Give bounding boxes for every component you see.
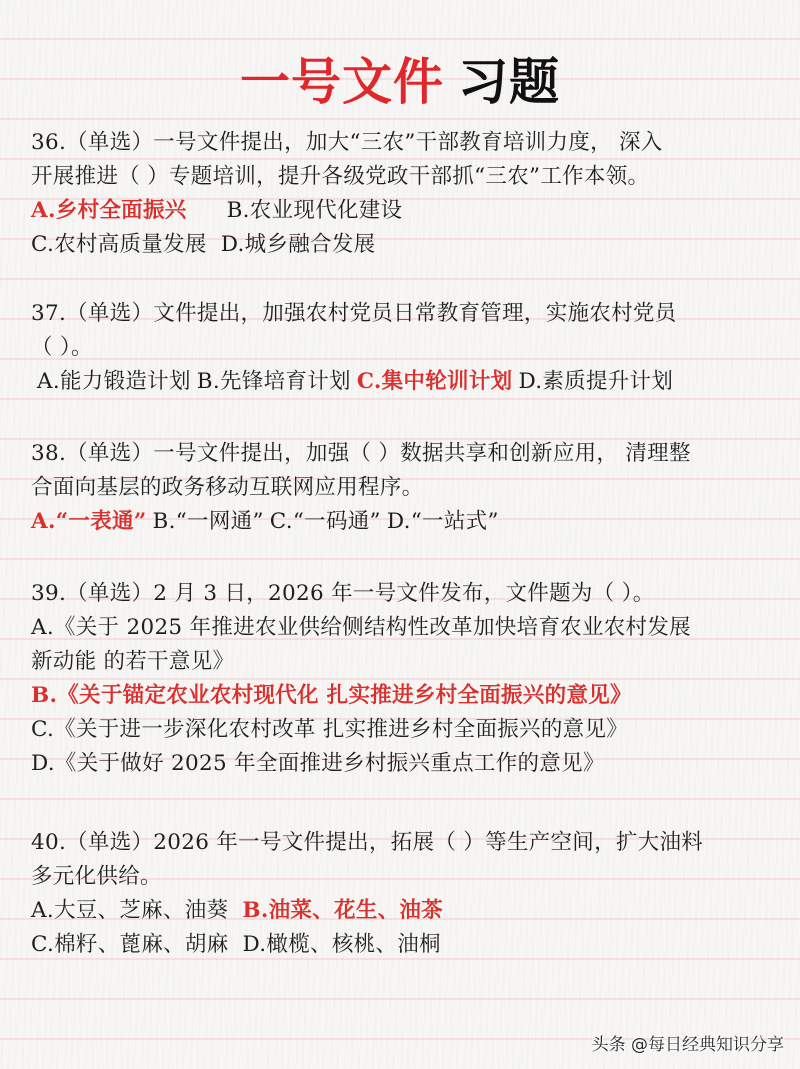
option-c: C.“一码通” — [269, 509, 381, 534]
options-row — [31, 894, 776, 928]
question-text-line: 开展推进（ ）专题培训，提升各级党政干部抓“三农”工作本领。 — [31, 164, 650, 189]
title-red-part: 一号文件 — [240, 53, 444, 111]
option-b: B.农业现代化建设 — [226, 198, 403, 223]
question-36 — [31, 126, 776, 262]
option-b-correct: B.《关于锚定农业农村现代化 扎实推进乡村全面振兴的意见》 — [31, 683, 632, 708]
option-d: D.“一站式” — [386, 509, 499, 534]
option-d: D.橄榄、核桃、油桐 — [242, 932, 441, 957]
option-c: C.棉籽、蓖麻、胡麻 — [31, 932, 229, 957]
title-black-part: 习题 — [458, 53, 560, 111]
option-a: A.大豆、芝麻、油葵 — [31, 898, 229, 923]
option-a-continuation: 新动能 的若干意见》 — [31, 649, 235, 674]
question-text-line: 38.（单选）一号文件提出，加强（ ）数据共享和创新应用， 清理整 — [31, 441, 691, 466]
option-a-correct: A.乡村全面振兴 — [31, 198, 187, 223]
question-text-line: 多元化供给。 — [31, 864, 162, 889]
option-c-correct: C.集中轮训计划 — [356, 369, 513, 394]
question-text-line: 40.（单选）2026 年一号文件提出，拓展（ ）等生产空间，扩大油料 — [31, 830, 704, 855]
option-d: D.《关于做好 2025 年全面推进乡村振兴重点工作的意见》 — [31, 751, 605, 776]
option-d: D.城乡融合发展 — [220, 232, 376, 257]
question-text-line: 合面向基层的政务移动互联网应用程序。 — [31, 475, 424, 500]
option-a-correct: A.“一表通” — [31, 509, 147, 534]
page-title — [0, 52, 800, 112]
option-a: A.《关于 2025 年推进农业供给侧结构性改革加快培育农业农村发展 — [31, 615, 691, 640]
question-38 — [31, 437, 776, 539]
watermark: 头条 @每日经典知识分享 — [591, 1035, 784, 1055]
question-text-line: （ ）。 — [31, 335, 93, 360]
option-b: B.“一网通” — [152, 509, 264, 534]
options-row — [37, 365, 776, 399]
option-b-correct: B.油菜、花生、油茶 — [242, 898, 444, 923]
question-37 — [31, 297, 776, 399]
options-row — [31, 194, 776, 228]
options-row — [31, 228, 776, 262]
options-row — [31, 505, 776, 539]
option-b: B.先锋培育计划 — [196, 369, 351, 394]
option-c: C.《关于进一步深化农村改革 扎实推进乡村全面振兴的意见》 — [31, 717, 629, 742]
question-text-line: 36.（单选）一号文件提出，加大“三农”干部教育培训力度， 深入 — [31, 130, 663, 155]
question-40 — [31, 826, 776, 962]
option-c: C.农村高质量发展 — [31, 232, 207, 257]
option-a: A.能力锻造计划 — [37, 369, 191, 394]
question-text-line: 37.（单选）文件提出，加强农村党员日常教育管理，实施农村党员 — [31, 301, 677, 326]
options-row — [31, 928, 776, 962]
option-d: D.素质提升计划 — [518, 369, 674, 394]
question-text-line: 39.（单选）2 月 3 日，2026 年一号文件发布，文件题为（ ）。 — [31, 581, 655, 606]
question-39 — [31, 577, 776, 781]
